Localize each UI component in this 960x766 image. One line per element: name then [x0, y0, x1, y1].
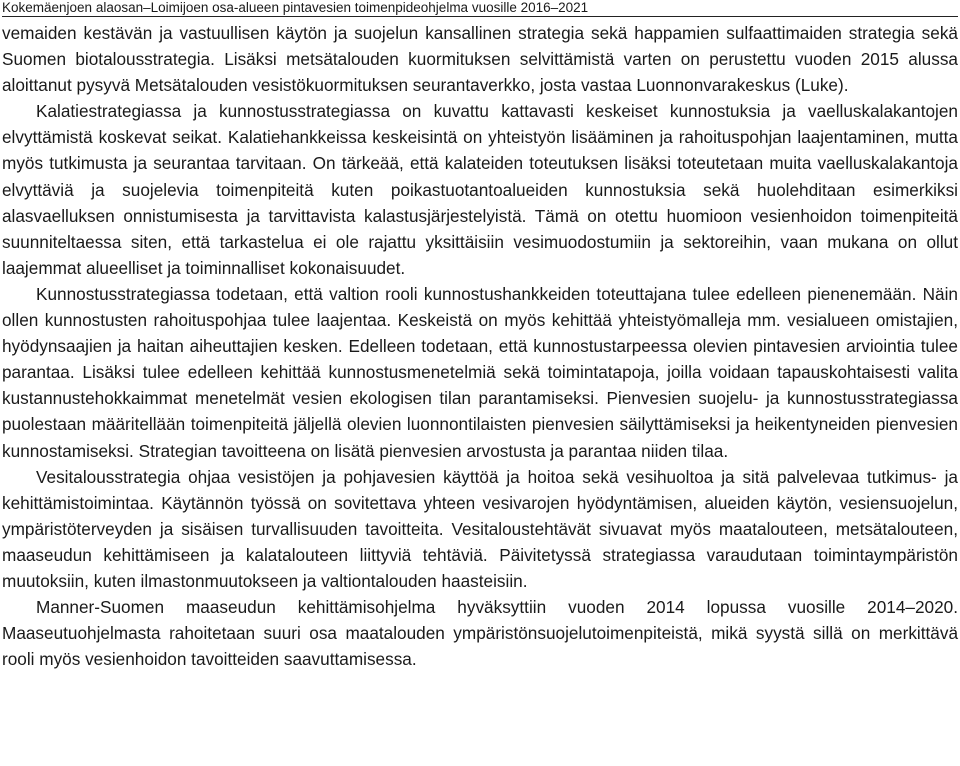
paragraph-maaseutuohjelma: Manner-Suomen maaseudun kehittämisohjelma hyväksyttiin vuoden 2014 lopussa vuosille 2014–2020. Maaseutuohjelmasta rahoitetaan suuri osa maatalouden ympäristönsuojelutoimenpiteistä, mikä syystä sillä on merkittävä rooli myös vesienhoidon tavoitteiden saavuttamisessa. — [2, 597, 958, 670]
paragraph-continuation: vemaiden kestävän ja vastuullisen käytön ja suojelun kansallinen strategia sekä happamien sulfaattimaiden strategia sekä Suomen biotalousstrategia. Lisäksi metsätalouden kuormituksen selvittämistä varten on perustettu vuoden 2015 alussa aloittanut pysyvä Metsätalouden vesistökuormituksen seurantaverkko, josta vastaa Luonnonvarakeskus (Luke). — [2, 23, 958, 96]
paragraph-kalatiestrategia: Kalatiestrategiassa ja kunnostusstrategiassa on kuvattu kattavasti keskeiset kunnostuksia ja vaelluskalakantojen elvyttämistä koskevat seikat. Kalatiehankkeissa keskeisintä on yhteistyön lisääminen ja rahoituspohjan laajentaminen, mutta myös tutkimusta ja seurantaa tarvitaan. On tärkeää, että kalateiden toteutuksen lisäksi toteutetaan muita vaelluskalakantoja elvyttäviä ja suojelevia toimenpiteitä kuten poikastuotantoalueiden kunnostuksia sekä huolehditaan esimerkiksi alasvaelluksen onnistumisesta ja tarvittavista kalastusjärjestelyistä. Tämä on otettu huomioon vesienhoidon toimenpiteitä suunniteltaessa siten, että tarkastelua ei ole rajattu yksittäisiin vesimuodostumiin ja sektoreihin, vaan mukana on ollut laajemmat alueelliset ja toiminnalliset kokonaisuudet. — [2, 101, 958, 278]
paragraph-vesitalousstrategia: Vesitalousstrategia ohjaa vesistöjen ja pohjavesien käyttöä ja hoitoa sekä vesihuoltoa ja sitä palvelevaa tutkimus- ja kehittämistoimintaa. Käytännön työssä on sovitettava yhteen vesivarojen hyödyntämisen, alueiden käytön, vesiensuojelun, ympäristöterveyden ja sisäisen turvallisuuden tavoitteita. Vesitaloustehtävät sivuavat myös maatalouteen, metsätalouteen, maaseudun kehittämiseen ja kalatalouteen liittyviä tehtäviä. Päivitetyssä strategiassa varaudutaan toimintaympäristön muutoksiin, kuten ilmastonmuutokseen ja valtiontalouden haasteisiin. — [2, 466, 958, 591]
header-rule — [2, 16, 958, 17]
body-text — [2, 20, 958, 672]
paragraph-kunnostusstrategia: Kunnostusstrategiassa todetaan, että valtion rooli kunnostushankkeiden toteuttajana tulee edelleen pienenemään. Näin ollen kunnostusten rahoituspohjaa tulee laajentaa. Keskeistä on myös kehittää yhteistyömalleja mm. vesialueen omistajien, hyödynsaajien ja haitan aiheuttajien kesken. Edelleen todetaan, että kunnostustarpeessa olevien pintavesien arviointia tulee parantaa. Lisäksi tulee edelleen kehittää kunnostusmenetelmiä sekä toimintatapoja, joilla voidaan tapauskohtaisesti valita kustannustehokkaimmat menetelmät vesien ekologisen tilan parantamiseksi. Pienvesien suojelu- ja kunnostusstrategiassa puolestaan määritellään toimenpiteitä jäljellä olevien luonnontilaisten pienvesien säilyttämiseksi ja heikentyneiden pienvesien kunnostamiseksi. Strategian tavoitteena on lisätä pienvesien arvostusta ja parantaa niiden tilaa. — [2, 283, 958, 461]
running-header: Kokemäenjoen alaosan–Loimijoen osa-alueen pintavesien toimenpideohjelma vuosille 2016–2021 — [2, 0, 589, 15]
